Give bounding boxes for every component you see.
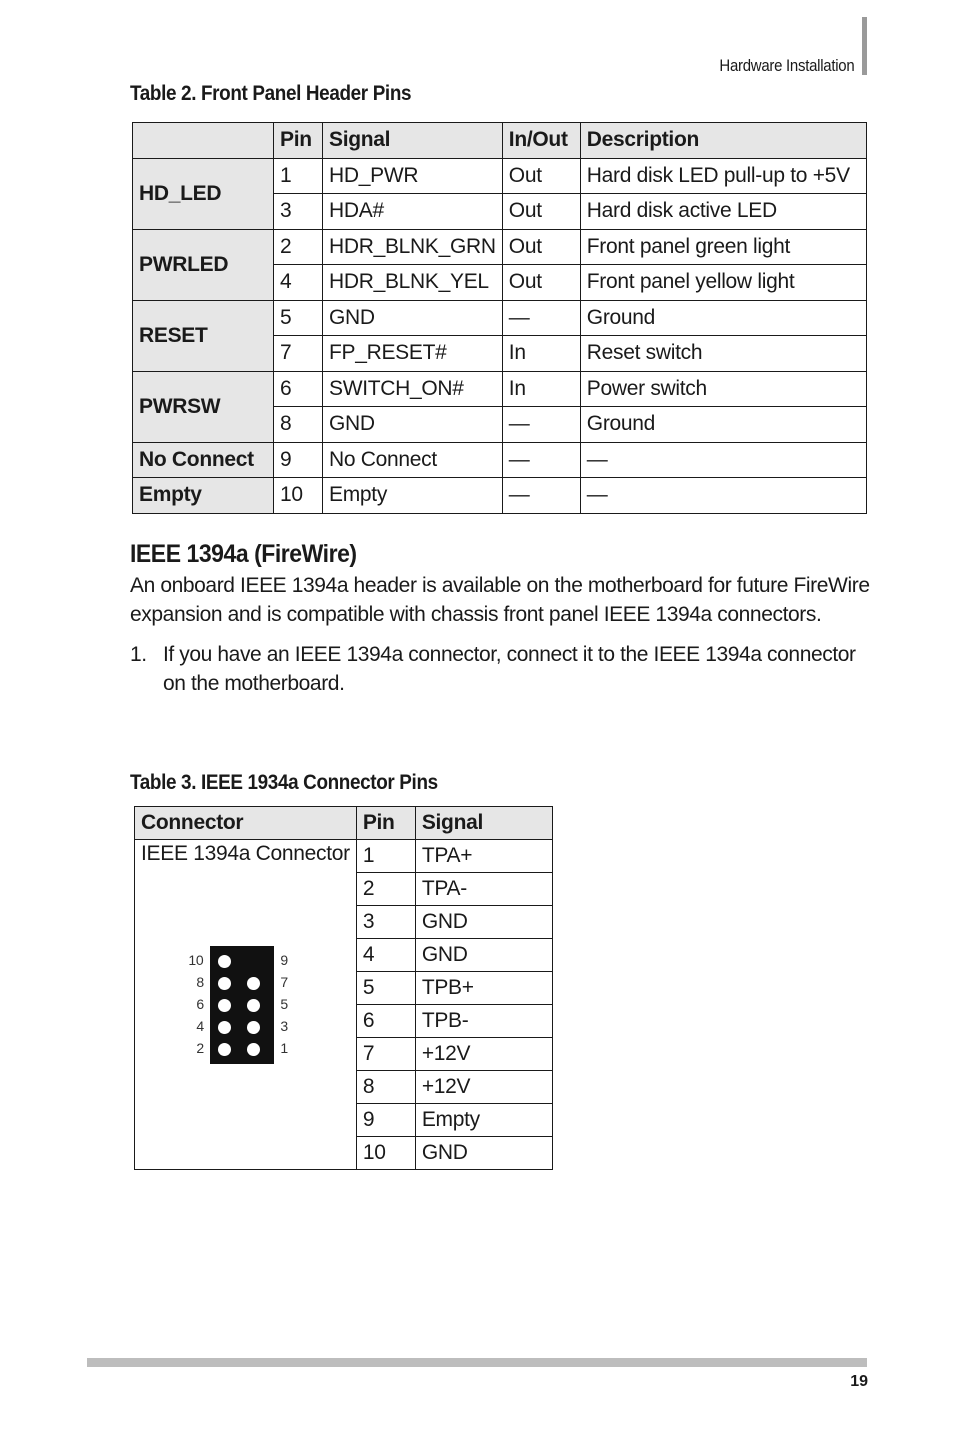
table2-col-signal: Signal (323, 123, 503, 159)
signal-cell: GND (323, 407, 503, 443)
pin-cell: 7 (356, 1038, 415, 1071)
pin-cell: 2 (274, 229, 323, 265)
diagram-label-left: 10 (188, 952, 204, 968)
signal-cell: TPB+ (415, 972, 552, 1005)
group-label: PWRSW (133, 371, 274, 442)
description-cell: — (580, 478, 866, 514)
signal-cell: HDR_BLNK_GRN (323, 229, 503, 265)
running-header: Hardware Installation (719, 56, 854, 75)
intro-paragraph: An onboard IEEE 1394a header is available on the motherboard for future FireWire expansion and is compatible with chassis front panel IEEE 1394a connectors. (130, 574, 870, 626)
description-cell: Front panel green light (580, 229, 866, 265)
pin-cell: 4 (356, 939, 415, 972)
pin-cell: 9 (356, 1104, 415, 1137)
pin-cell: 3 (356, 906, 415, 939)
table-row (133, 442, 867, 478)
pin-cell: 4 (274, 265, 323, 301)
table-row (133, 158, 867, 194)
step-text: If you have an IEEE 1394a connector, connect it to the IEEE 1394a connector on the motherboard. (163, 643, 856, 695)
pin-cell: 6 (274, 371, 323, 407)
io-cell: In (502, 336, 580, 372)
diagram-label-right: 9 (280, 952, 288, 968)
diagram-label-left: 8 (196, 974, 204, 990)
table-row (133, 300, 867, 336)
table2-caption: Table 2. Front Panel Header Pins (130, 82, 412, 105)
description-cell: Power switch (580, 371, 866, 407)
signal-cell: FP_RESET# (323, 336, 503, 372)
table-row (135, 840, 553, 873)
pin-cell: 8 (274, 407, 323, 443)
io-cell: — (502, 407, 580, 443)
group-label: No Connect (133, 442, 274, 478)
diagram-label-left: 2 (196, 1040, 204, 1056)
pin-cell: 8 (356, 1071, 415, 1104)
table3-col-pin: Pin (356, 807, 415, 840)
pin-cell: 1 (356, 840, 415, 873)
signal-cell: Empty (323, 478, 503, 514)
signal-cell: HDR_BLNK_YEL (323, 265, 503, 301)
table2-col-description: Description (580, 123, 866, 159)
description-cell: — (580, 442, 866, 478)
io-cell: — (502, 300, 580, 336)
diagram-label-right: 1 (280, 1040, 288, 1056)
description-cell: Hard disk active LED (580, 194, 866, 230)
pin-cell: 5 (274, 300, 323, 336)
table2-col-group (133, 123, 274, 159)
section-heading: IEEE 1394a (FireWire) (130, 540, 357, 568)
pin-cell: 10 (274, 478, 323, 514)
connector-label: IEEE 1394a Connector (141, 842, 350, 865)
signal-cell: HDA# (323, 194, 503, 230)
table3-header-row (135, 807, 553, 840)
diagram-label-left: 4 (196, 1018, 204, 1034)
signal-cell: TPB- (415, 1005, 552, 1038)
diagram-label-left: 6 (196, 996, 204, 1012)
io-cell: Out (502, 265, 580, 301)
signal-cell: GND (415, 906, 552, 939)
pin-cell: 10 (356, 1137, 415, 1170)
signal-cell: GND (415, 939, 552, 972)
signal-cell: GND (323, 300, 503, 336)
table3-col-connector: Connector (135, 807, 357, 840)
header-rule (862, 17, 867, 75)
signal-cell: Empty (415, 1104, 552, 1137)
io-cell: — (502, 442, 580, 478)
connector-pin-diagram (190, 946, 300, 1066)
io-cell: In (502, 371, 580, 407)
group-label: RESET (133, 300, 274, 371)
signal-cell: +12V (415, 1038, 552, 1071)
group-label: Empty (133, 478, 274, 514)
signal-cell: GND (415, 1137, 552, 1170)
group-label: PWRLED (133, 229, 274, 300)
connector-cell (135, 840, 357, 1170)
description-cell: Ground (580, 407, 866, 443)
pin-cell: 3 (274, 194, 323, 230)
front-panel-pins-table (132, 122, 867, 514)
table-row (133, 478, 867, 514)
signal-cell: +12V (415, 1071, 552, 1104)
table3-caption: Table 3. IEEE 1934a Connector Pins (130, 771, 438, 794)
io-cell: Out (502, 194, 580, 230)
table2-col-pin: Pin (274, 123, 323, 159)
group-label: HD_LED (133, 158, 274, 229)
table-row (133, 229, 867, 265)
footer-rule (87, 1358, 867, 1367)
pin-cell: 9 (274, 442, 323, 478)
diagram-label-right: 3 (280, 1018, 288, 1034)
description-cell: Front panel yellow light (580, 265, 866, 301)
io-cell: — (502, 478, 580, 514)
signal-cell: HD_PWR (323, 158, 503, 194)
ieee1394a-pins-table (134, 806, 553, 1170)
table-row (133, 371, 867, 407)
description-cell: Ground (580, 300, 866, 336)
io-cell: Out (502, 158, 580, 194)
signal-cell: SWITCH_ON# (323, 371, 503, 407)
pin-cell: 2 (356, 873, 415, 906)
step-number: 1. (130, 643, 147, 666)
pin-cell: 6 (356, 1005, 415, 1038)
diagram-label-right: 7 (280, 974, 288, 990)
signal-cell: TPA- (415, 873, 552, 906)
diagram-label-right: 5 (280, 996, 288, 1012)
signal-cell: No Connect (323, 442, 503, 478)
pin-cell: 5 (356, 972, 415, 1005)
pin-cell: 7 (274, 336, 323, 372)
table2-header-row (133, 123, 867, 159)
description-cell: Reset switch (580, 336, 866, 372)
signal-cell: TPA+ (415, 840, 552, 873)
table2-col-io: In/Out (502, 123, 580, 159)
page-number: 19 (850, 1373, 868, 1390)
pin-cell: 1 (274, 158, 323, 194)
description-cell: Hard disk LED pull-up to +5V (580, 158, 866, 194)
table3-col-signal: Signal (415, 807, 552, 840)
io-cell: Out (502, 229, 580, 265)
